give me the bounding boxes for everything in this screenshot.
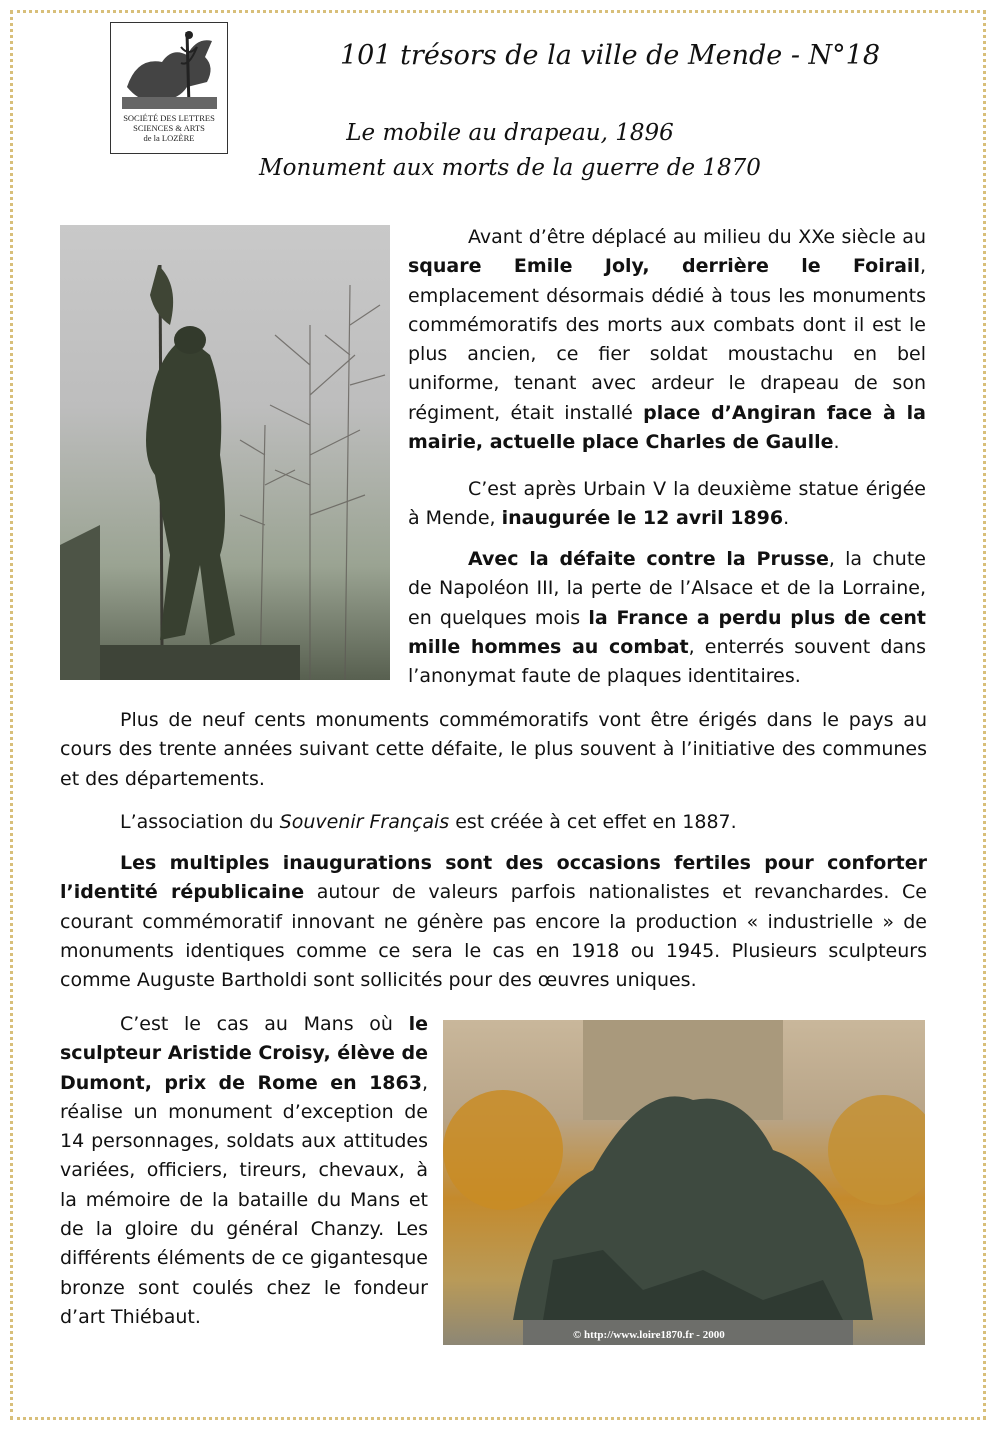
text-run: . (833, 431, 840, 454)
article-title: Le mobile au drapeau, 1896 (346, 120, 674, 146)
series-title: 101 trésors de la ville de Mende - N°18 (339, 40, 881, 71)
text-run: , emplacement désormais dédié à tous les monuments commémoratifs des morts aux combats dont il est le plus ancien, ce fier soldat moustachu en bel uniforme, tenant avec ardeur le drapeau de son régiment, était installé (408, 255, 926, 424)
text-run: C’est le cas au Mans où (120, 1013, 409, 1035)
logo-text-line1: SOCIÉTÉ DES LETTRES (123, 113, 215, 123)
article-subtitle: Monument aux morts de la guerre de 1870 (259, 155, 761, 181)
statue-photo (60, 225, 390, 680)
paragraph-7 (60, 1010, 428, 1332)
paragraph-6 (60, 849, 927, 995)
text-run: autour de valeurs parfois nationalistes et revanchardes. Ce courant commémoratif innovant ne génère pas encore la production « industrielle » de monuments identiques comme ce sera le cas en 1918 ou 1945. Plusieurs sculpteurs comme Auguste Bartholdi sont sollicités pour des œuvres uniques. (60, 881, 927, 992)
text-run: . (783, 507, 790, 530)
text-run: square Emile Joly, derrière le Foirail (408, 255, 920, 278)
text-run: la France a perdu plus de cent mille hommes au combat (408, 606, 926, 658)
logo-text-line2: SCIENCES & ARTS (133, 123, 205, 133)
le-mans-monument-photo (443, 1020, 925, 1345)
paragraph-5 (60, 808, 927, 837)
mercury-emblem-icon (117, 27, 221, 111)
text-run: Plus de neuf cents monuments commémoratifs vont être érigés dans le pays au cours des trente années suivant cette défaite, le plus souvent à l’initiative des communes et des départements. (60, 709, 927, 790)
text-run: L’association du (120, 811, 280, 833)
text-run: Avec la défaite contre la Prusse (468, 548, 829, 570)
text-run: , la chute de Napoléon III, la perte de l’Alsace et de la Lorraine, en quelques mois (408, 548, 926, 629)
text-run: C’est après Urbain V la deuxième statue érigée à Mende, (408, 478, 926, 530)
text-run: inaugurée le 12 avril 1896 (501, 507, 784, 530)
text-run: Avant d’être déplacé au milieu du XXe siècle au (468, 226, 926, 248)
text-run: place d’Angiran face à la mairie, actuelle place Charles de Gaulle (408, 401, 926, 454)
paragraph-2 (408, 475, 926, 534)
logo-text-line3: de la LOZÈRE (143, 133, 195, 143)
text-run: , réalise un monument d’exception de 14 personnages, soldats aux attitudes variées, officiers, tireurs, chevaux, à la mémoire de la bataille du Mans et de la gloire du général Chanzy. Les différents éléments de ce gigantesque bronze sont coulés chez le fondeur d’art Thiébaut. (60, 1071, 428, 1328)
text-run: est créée à cet effet en 1887. (449, 811, 737, 833)
paragraph-4 (60, 706, 927, 794)
text-run: Les multiples inaugurations sont des occasions fertiles pour conforter l’identité républicaine (60, 852, 927, 904)
text-run: Souvenir Français (279, 811, 450, 833)
text-run: , enterrés souvent dans l’anonymat faute de plaques identitaires. (408, 635, 926, 688)
paragraph-3 (408, 545, 926, 691)
text-run: le sculpteur Aristide Croisy, élève de Dumont, prix de Rome en 1863 (60, 1013, 428, 1094)
photo-credit: © http://www.loire1870.fr - 2000 (573, 1329, 725, 1341)
paragraph-1 (408, 223, 926, 457)
